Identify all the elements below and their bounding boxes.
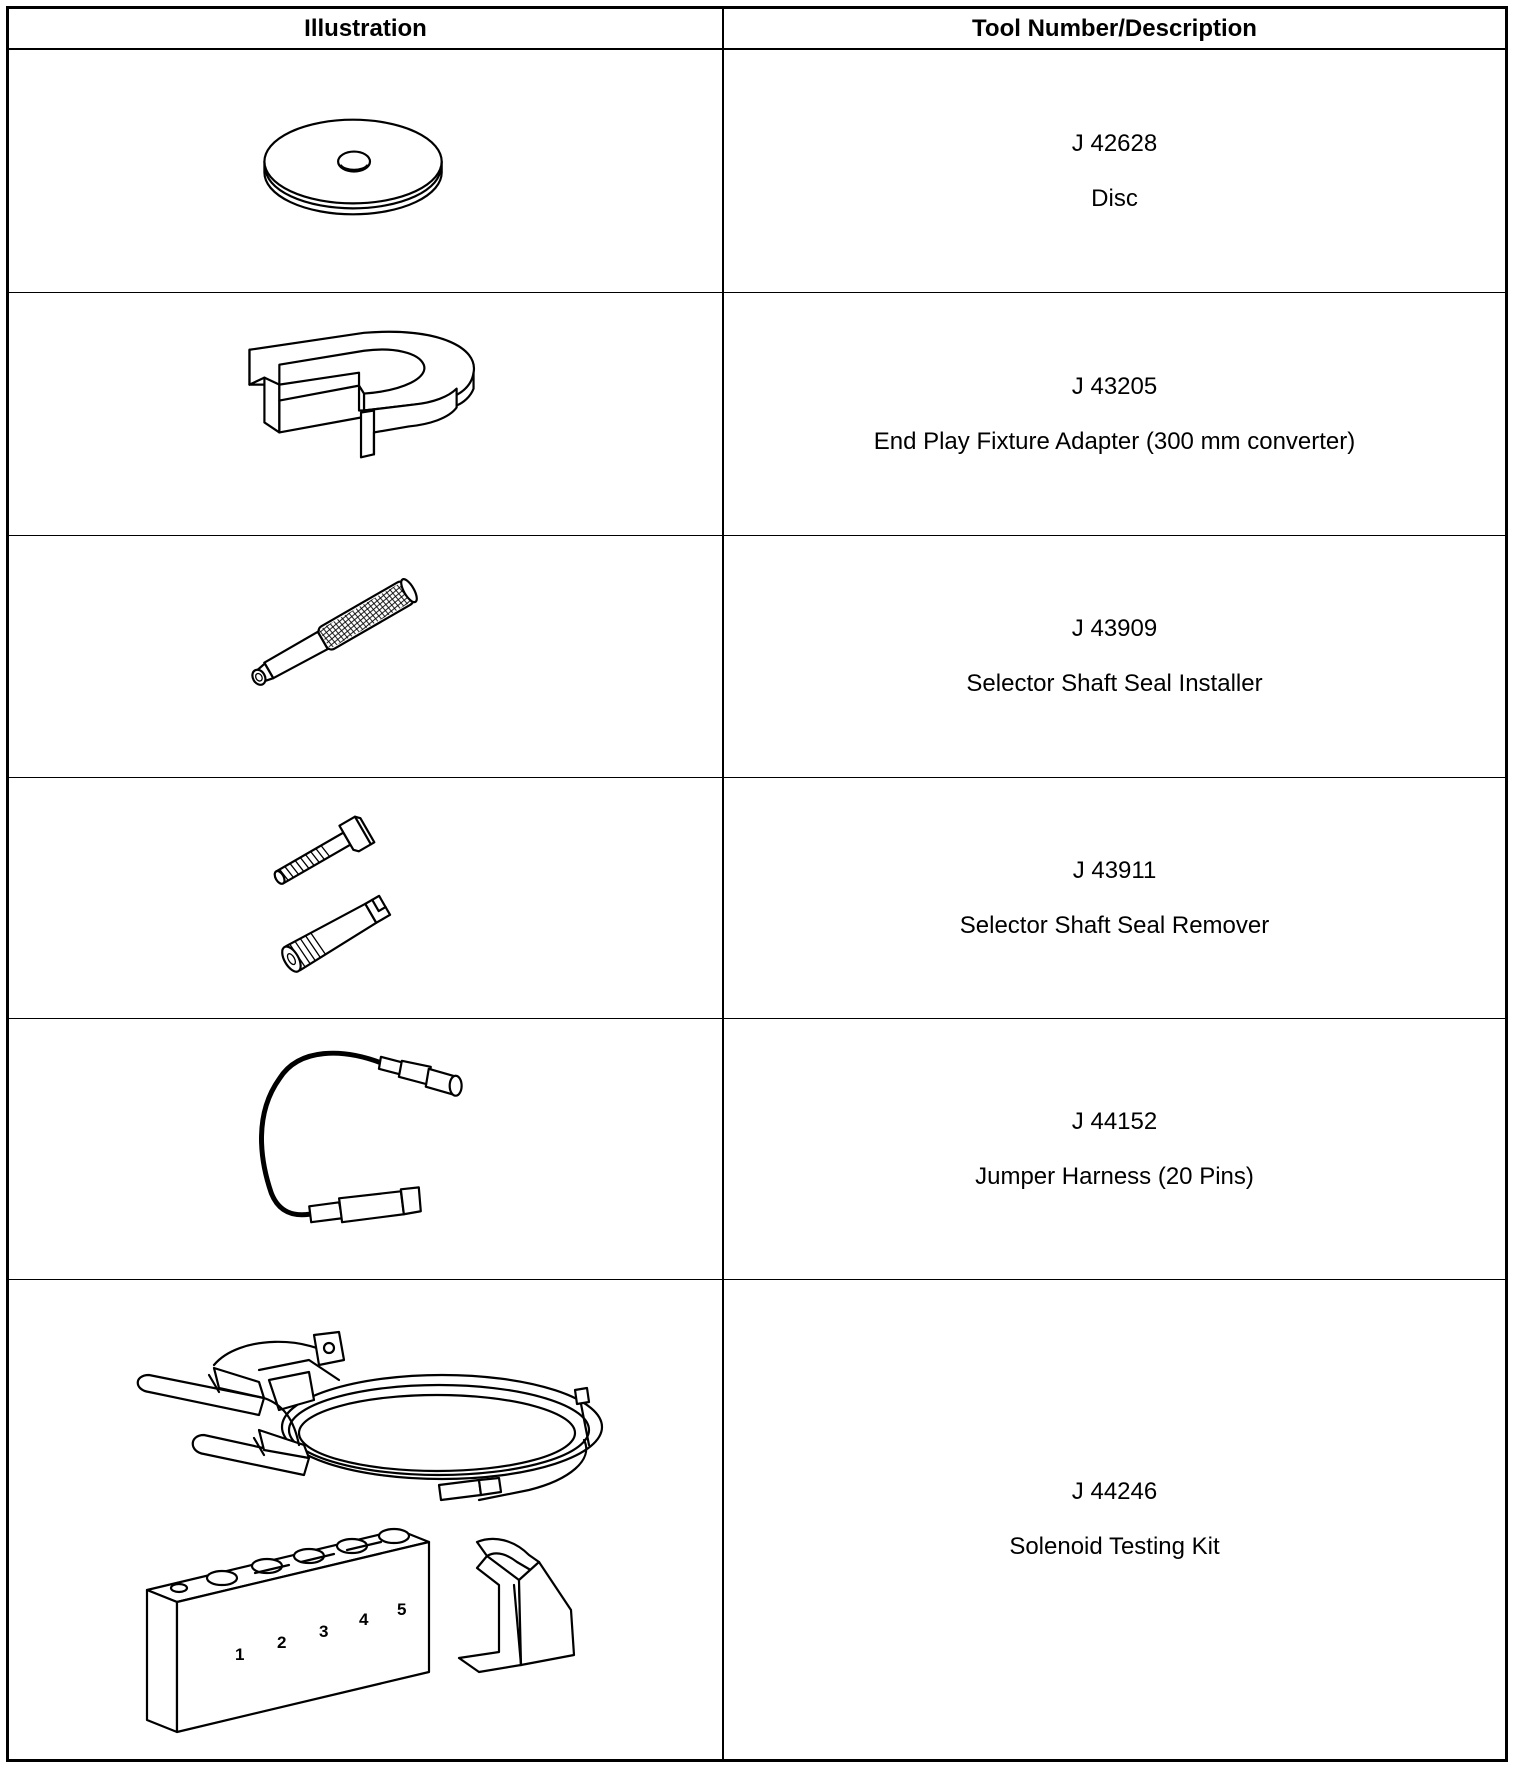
solenoid-testing-kit-icon bbox=[9, 1280, 722, 1759]
header-tool-description: Tool Number/Description bbox=[972, 15, 1257, 42]
tool-description: Jumper Harness (20 Pins) bbox=[975, 1162, 1254, 1190]
fixture-adapter-icon bbox=[9, 293, 722, 535]
table-row bbox=[9, 1019, 1505, 1280]
tool-number: J 43909 bbox=[1071, 615, 1158, 642]
tool-description: Selector Shaft Seal Remover bbox=[959, 911, 1270, 939]
tool-number: J 44152 bbox=[1071, 1107, 1158, 1135]
tool-description: Selector Shaft Seal Installer bbox=[966, 670, 1263, 697]
tool-number: J 42628 bbox=[1071, 129, 1158, 157]
table-row bbox=[9, 1280, 1505, 1759]
table-row bbox=[9, 50, 1505, 293]
block-label: 2 bbox=[277, 1633, 287, 1652]
seal-remover-icon bbox=[9, 778, 722, 1018]
special-tools-table bbox=[6, 6, 1508, 1762]
block-label: 1 bbox=[235, 1645, 245, 1664]
seal-installer-icon bbox=[9, 536, 722, 777]
tool-description: Disc bbox=[1091, 184, 1138, 212]
table-row bbox=[9, 778, 1505, 1019]
tool-description: Solenoid Testing Kit bbox=[1009, 1533, 1220, 1560]
block-label: 5 bbox=[397, 1600, 407, 1619]
tool-number: J 44246 bbox=[1071, 1478, 1158, 1505]
block-label: 4 bbox=[359, 1610, 369, 1629]
table-row bbox=[9, 536, 1505, 778]
tool-description: End Play Fixture Adapter (300 mm converter) bbox=[873, 427, 1356, 455]
block-label: 3 bbox=[319, 1622, 329, 1641]
table-header bbox=[9, 9, 1505, 50]
disc-icon bbox=[9, 50, 722, 292]
table-row bbox=[9, 293, 1505, 536]
tool-number: J 43911 bbox=[1072, 856, 1157, 884]
jumper-harness-icon bbox=[9, 1019, 722, 1279]
tool-number: J 43205 bbox=[1071, 372, 1158, 400]
header-illustration: Illustration bbox=[304, 15, 427, 42]
